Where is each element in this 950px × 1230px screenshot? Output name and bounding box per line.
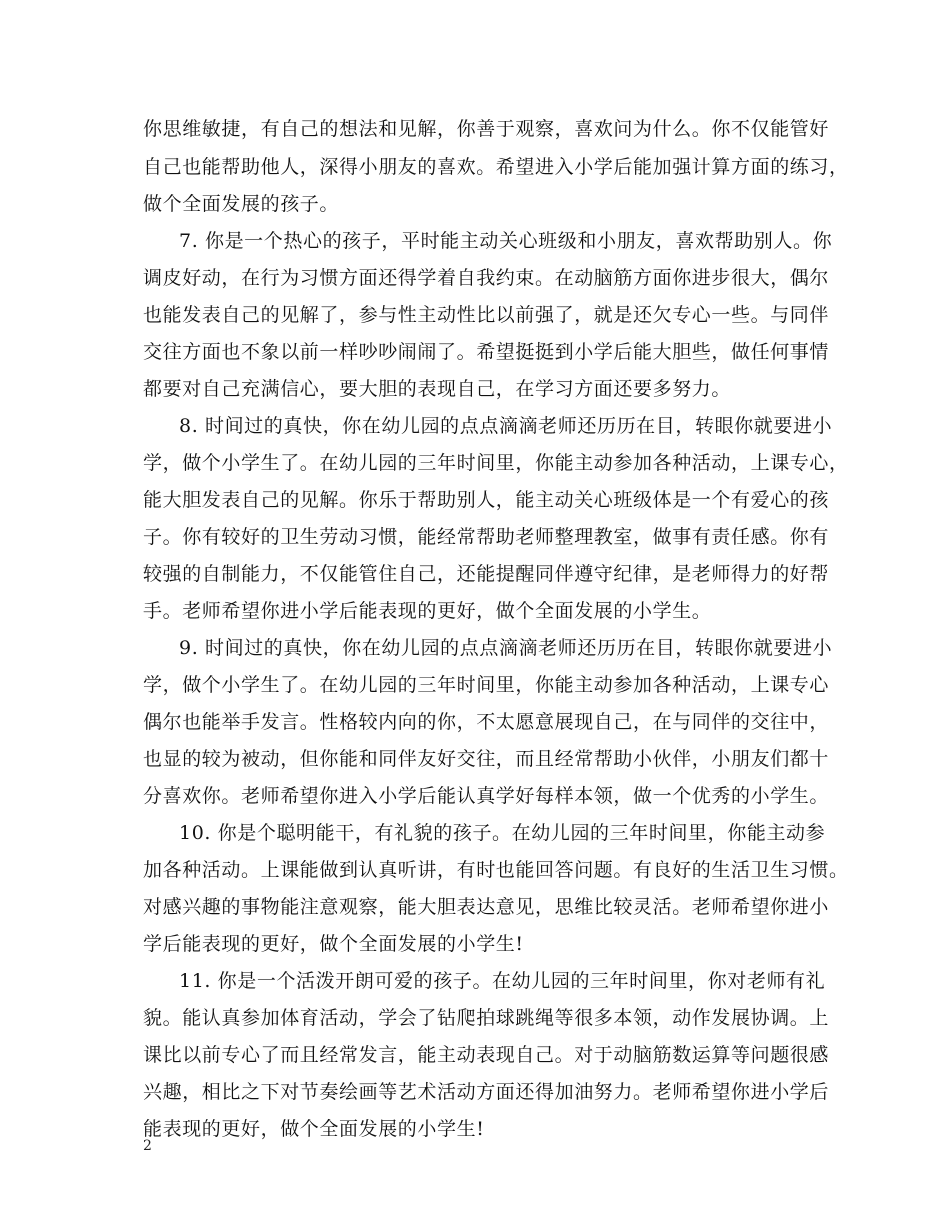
text-line: 调皮好动，在行为习惯方面还得学着自我约束。在动脑筋方面你进步很大，偶尔 [143,267,830,289]
text-line: 对感兴趣的事物能注意观察，能大胆表达意见，思维比较灵活。老师希望你进小 [143,896,830,918]
text-line: 手。老师希望你进小学后能表现的更好，做个全面发展的小学生。 [143,600,712,622]
text-line: 8. 时间过的真快，你在幼儿园的点点滴滴老师还历历在目，转眼你就要进小 [179,415,833,437]
page-number: 2 [143,1138,152,1154]
text-line: 较强的自制能力，不仅能管住自己，还能提醒同伴遵守纪律，是老师得力的好帮 [143,563,830,585]
text-line: 课比以前专心了而且经常发言，能主动表现自己。对于动脑筋数运算等问题很感 [143,1044,830,1066]
text-line: 子。你有较好的卫生劳动习惯，能经常帮助老师整理教室，做事有责任感。你有 [143,526,830,548]
text-line: 9. 时间过的真快，你在幼儿园的点点滴滴老师还历历在目，转眼你就要进小 [179,637,833,659]
text-line: 学，做个小学生了。在幼儿园的三年时间里，你能主动参加各种活动，上课专心 [143,674,830,696]
text-line: 7. 你是一个热心的孩子，平时能主动关心班级和小朋友，喜欢帮助别人。你 [179,230,833,252]
text-line: 能大胆发表自己的见解。你乐于帮助别人，能主动关心班级体是一个有爱心的孩 [143,489,830,511]
text-line: 学，做个小学生了。在幼儿园的三年时间里，你能主动参加各种活动，上课专心， [143,452,849,474]
text-line: 也显的较为被动，但你能和同伴友好交往，而且经常帮助小伙伴，小朋友们都十 [143,748,830,770]
text-line: 自己也能帮助他人，深得小朋友的喜欢。希望进入小学后能加强计算方面的练习， [143,156,849,178]
text-line: 你思维敏捷，有自己的想法和见解，你善于观察，喜欢问为什么。你不仅能管好 [143,118,830,140]
text-line: 都要对自己充满信心，要大胆的表现自己，在学习方面还要多努力。 [143,378,732,400]
text-line: 11. 你是一个活泼开朗可爱的孩子。在幼儿园的三年时间里，你对老师有礼 [179,970,826,992]
text-line: 偶尔也能举手发言。性格较内向的你，不太愿意展现自己，在与同伴的交往中， [143,711,830,733]
text-line: 10. 你是个聪明能干，有礼貌的孩子。在幼儿园的三年时间里，你能主动参 [179,822,826,844]
text-line: 学后能表现的更好，做个全面发展的小学生! [143,933,524,955]
text-line: 兴趣，相比之下对节奏绘画等艺术活动方面还得加油努力。老师希望你进小学后 [143,1081,830,1103]
text-line: 能表现的更好，做个全面发展的小学生! [143,1118,485,1140]
text-line: 貌。能认真参加体育活动，学会了钻爬拍球跳绳等很多本领，动作发展协调。上 [143,1007,830,1029]
text-line: 也能发表自己的见解了，参与性主动性比以前强了，就是还欠专心一些。与同伴 [143,304,830,326]
text-line: 做个全面发展的孩子。 [143,193,340,215]
text-line: 交往方面也不象以前一样吵吵闹闹了。希望挺挺到小学后能大胆些，做任何事情 [143,341,830,363]
text-line: 分喜欢你。老师希望你进入小学后能认真学好每样本领，做一个优秀的小学生。 [143,785,830,807]
text-line: 加各种活动。上课能做到认真听讲，有时也能回答问题。有良好的生活卫生习惯。 [143,859,849,881]
